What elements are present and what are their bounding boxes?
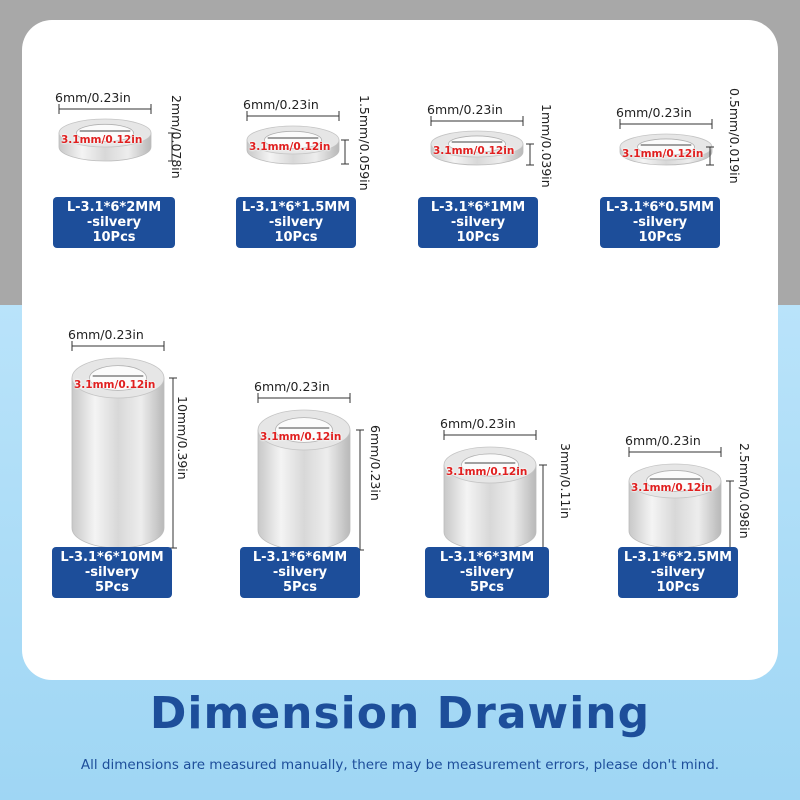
height-dimension: 6mm/0.23in	[368, 425, 383, 501]
width-dimension: 6mm/0.23in	[427, 102, 503, 117]
label-model: L-3.1*6*2MM	[66, 200, 162, 215]
label-model: L-3.1*6*1MM	[430, 200, 526, 215]
label-model: L-3.1*6*6MM	[252, 550, 348, 565]
label-model: L-3.1*6*3MM	[439, 550, 535, 565]
page-title: Dimension Drawing	[149, 688, 651, 739]
width-dimension: 6mm/0.23in	[440, 416, 516, 431]
label-color: -silvery	[272, 565, 328, 580]
inner-diameter-dimension: 3.1mm/0.12in	[446, 466, 528, 478]
inner-diameter-dimension: 3.1mm/0.12in	[631, 482, 713, 494]
inner-diameter-dimension: 3.1mm/0.12in	[74, 379, 156, 391]
width-dimension: 6mm/0.23in	[625, 433, 701, 448]
label-quantity: 5Pcs	[282, 580, 318, 595]
spacer-label	[618, 547, 738, 598]
label-model: L-3.1*6*1.5MM	[241, 200, 351, 215]
width-dimension: 6mm/0.23in	[68, 327, 144, 342]
label-color: -silvery	[459, 565, 515, 580]
label-quantity: 5Pcs	[469, 580, 505, 595]
label-color: -silvery	[650, 565, 706, 580]
inner-diameter-dimension: 3.1mm/0.12in	[260, 431, 342, 443]
label-quantity: 10Pcs	[638, 230, 682, 245]
width-dimension: 6mm/0.23in	[254, 379, 330, 394]
label-model: L-3.1*6*2.5MM	[623, 550, 733, 565]
width-dimension: 6mm/0.23in	[616, 105, 692, 120]
height-dimension: 2.5mm/0.098in	[737, 443, 752, 539]
label-color: -silvery	[450, 215, 506, 230]
height-dimension: 2mm/0.078in	[169, 95, 184, 179]
height-dimension: 3mm/0.11in	[558, 443, 573, 519]
label-color: -silvery	[268, 215, 324, 230]
inner-diameter-dimension: 3.1mm/0.12in	[249, 141, 331, 153]
label-color: -silvery	[632, 215, 688, 230]
height-dimension: 10mm/0.39in	[175, 396, 190, 480]
height-dimension: 1.5mm/0.059in	[357, 95, 372, 191]
label-model: L-3.1*6*10MM	[60, 550, 164, 565]
label-quantity: 10Pcs	[656, 580, 700, 595]
label-quantity: 5Pcs	[94, 580, 130, 595]
label-quantity: 10Pcs	[274, 230, 318, 245]
label-color: -silvery	[84, 565, 140, 580]
height-dimension: 1mm/0.039in	[539, 104, 554, 188]
inner-diameter-dimension: 3.1mm/0.12in	[433, 145, 515, 157]
label-quantity: 10Pcs	[456, 230, 500, 245]
width-dimension: 6mm/0.23in	[243, 97, 319, 112]
height-dimension: 0.5mm/0.019in	[727, 88, 742, 184]
label-model: L-3.1*6*0.5MM	[605, 200, 715, 215]
disclaimer-note: All dimensions are measured manually, there may be measurement errors, please don't mind.	[80, 757, 720, 773]
inner-diameter-dimension: 3.1mm/0.12in	[61, 134, 143, 146]
label-color: -silvery	[86, 215, 142, 230]
inner-diameter-dimension: 3.1mm/0.12in	[622, 148, 704, 160]
label-quantity: 10Pcs	[92, 230, 136, 245]
width-dimension: 6mm/0.23in	[55, 90, 131, 105]
